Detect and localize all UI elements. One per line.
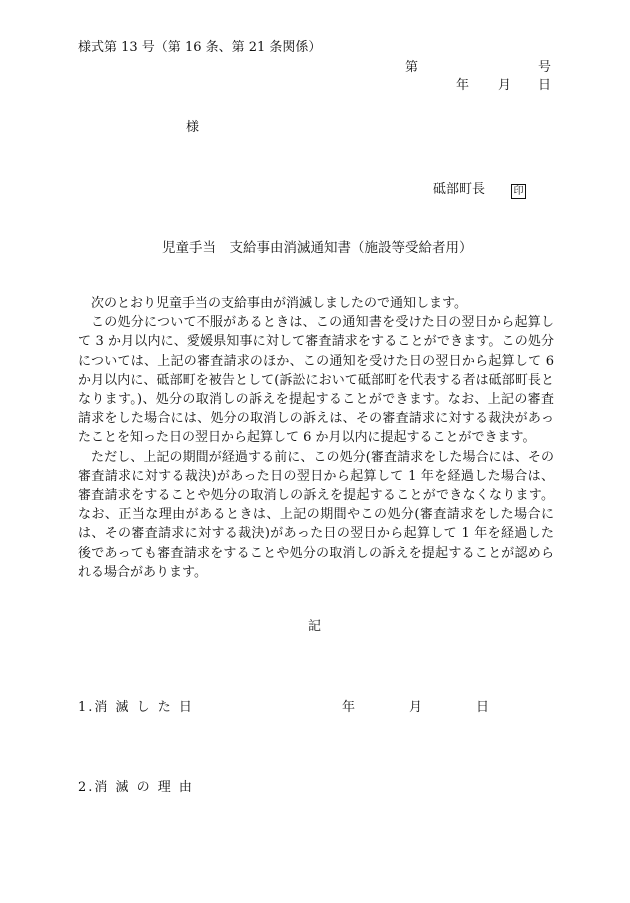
issue-date-day: 日 [538,78,552,93]
body-paragraph: この処分について不服があるときは、この通知書を受けた日の翌日から起算して 3 か月以内に、愛媛県知事に対して審査請求をすることができます。この処分については、上記の審査請求のほか、この通知を受けた日の翌日から起算して 6 か月以内に、砥部町を被告として(訴訟において砥部町を代表する者は砥部町長となります。)、処分の取消しの訴えを提起することができます。なお、上記の審査請求をした場合には、処分の取消しの訴えは、その審査請求に対する裁決があったことを知った日の翌日から起算して 6 か月以内に提起することができます。 [78,315,554,446]
issue-date-month: 月 [498,78,512,93]
body-paragraph: 次のとおり児童手当の支給事由が消滅しましたので通知します。 [91,296,467,311]
item-extinction-reason-label: 2.消 滅 の 理 由 [78,780,194,795]
document-number-prefix: 第 [405,60,419,75]
issue-date-year: 年 [456,78,470,93]
item-extinction-date-year: 年 [342,700,356,715]
issuer-title: 砥部町長 [433,182,486,197]
document-title: 児童手当 支給事由消滅通知書（施設等受給者用） [162,240,473,256]
item-extinction-date-day: 日 [476,700,490,715]
addressee-honorific: 様 [186,120,200,135]
item-extinction-date-month: 月 [409,700,423,715]
issuer [433,178,526,199]
seal-mark: 印 [511,184,526,199]
body-text [78,294,554,582]
item-extinction-date-label: 1.消 滅 し た 日 [78,700,194,715]
form-number: 様式第 13 号（第 16 条、第 21 条関係） [78,40,322,55]
document-number-suffix: 号 [537,60,551,75]
ki-heading: 記 [308,619,322,634]
body-paragraph: ただし、上記の期間が経過する前に、この処分(審査請求をした場合には、その審査請求に対する裁決)があった日の翌日から起算して 1 年を経過した場合は、審査請求をすることや処分の取消しの訴えを提起することができなくなります。なお、正当な理由があるときは、上記の期間やこの処分(審査請求をした場合には、その審査請求に対する裁決)があった日の翌日から起算して 1 年を経過した後であっても審査請求をすることや処分の取消しの訴えを提起することが認められる場合があります。 [78,449,554,580]
